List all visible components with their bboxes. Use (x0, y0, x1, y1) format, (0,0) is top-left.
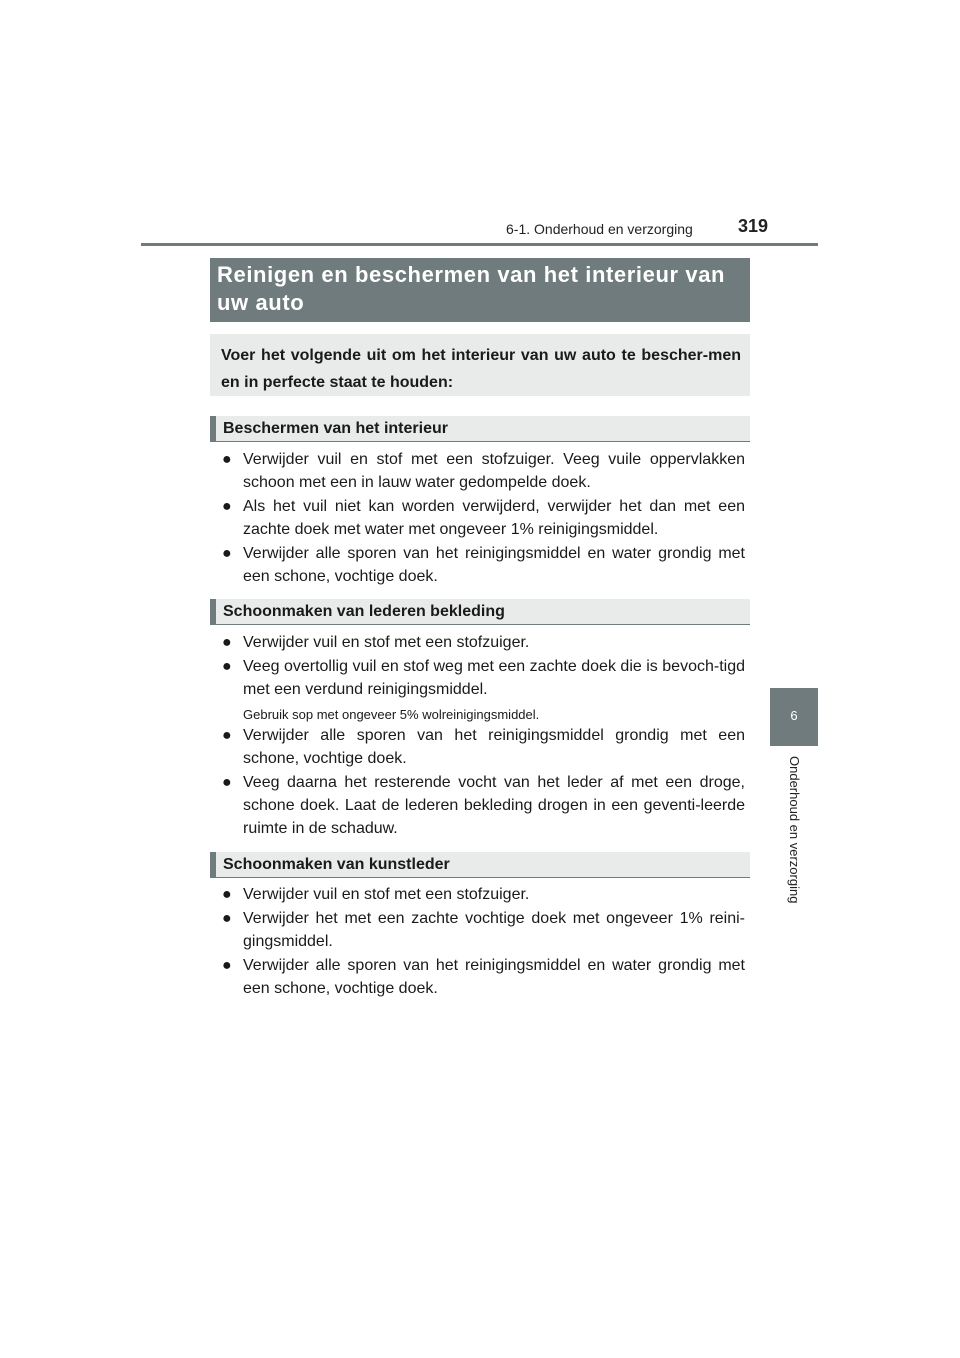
bullet-icon: ● (222, 451, 232, 468)
bullet-icon: ● (222, 634, 232, 651)
bullet-icon: ● (222, 774, 232, 791)
list-item-text: Veeg overtollig vuil en stof weg met een zachte doek die is bevoch-tigd met een verdund reinigingsmiddel. (243, 658, 745, 698)
list-item (222, 724, 745, 770)
list-item-text: Verwijder alle sporen van het reinigingsmiddel en water grondig met een schone, vochtige doek. (243, 545, 745, 585)
list-item-text: Veeg daarna het resterende vocht van het leder af met een droge, schone doek. Laat de lederen bekleding drogen in een geventi-leerde ruimte in de schaduw. (243, 774, 745, 837)
main-title-box (210, 258, 750, 322)
list-item-text: Verwijder alle sporen van het reinigingsmiddel grondig met een schone, vochtige doek. (243, 727, 745, 767)
list-item-text: Verwijder vuil en stof met een stofzuiger. Veeg vuile oppervlakken schoon met een in lauw water gedompelde doek. (243, 451, 745, 491)
list-item-text: Verwijder vuil en stof met een stofzuiger. (243, 886, 530, 903)
bullet-icon: ● (222, 910, 232, 927)
list-item (222, 448, 745, 494)
bullet-icon: ● (222, 545, 232, 562)
list-item (222, 954, 745, 1000)
page-number: 319 (738, 216, 769, 236)
bullet-icon: ● (222, 727, 232, 744)
list-item (222, 907, 745, 953)
list-item (222, 542, 745, 588)
list-item-text: Verwijder alle sporen van het reinigingsmiddel en water grondig met een schone, vochtige doek. (243, 957, 745, 997)
chapter-tab (770, 688, 818, 746)
section-title: 6-1. Onderhoud en verzorging (506, 221, 693, 237)
intro-text: Voer het volgende uit om het interieur van uw auto te bescher-men en in perfecte staat te houden: (221, 347, 741, 391)
section-heading-text: Beschermen van het interieur (223, 420, 448, 437)
bullet-list-leather (222, 631, 745, 701)
list-item (222, 495, 745, 541)
list-item (222, 883, 745, 906)
bullet-list-artificial-leather (222, 883, 745, 1000)
bullet-icon: ● (222, 886, 232, 903)
note-text: Gebruik sop met ongeveer 5% wolreinigingsmiddel. (243, 707, 540, 722)
bullet-list-interior (222, 448, 745, 588)
list-item-text: Verwijder vuil en stof met een stofzuiger. (243, 634, 530, 651)
section-heading-interior (210, 416, 750, 442)
section-heading-artificial-leather (210, 852, 750, 878)
header-divider (141, 243, 818, 246)
bullet-icon: ● (222, 957, 232, 974)
intro-box (210, 334, 750, 396)
list-item (222, 771, 745, 840)
bullet-list-leather-continued (222, 724, 745, 840)
list-item-text: Als het vuil niet kan worden verwijderd, verwijder het dan met een zachte doek met water met ongeveer 1% reinigingsmiddel. (243, 498, 745, 538)
main-title: Reinigen en beschermen van het interieur van uw auto (217, 262, 726, 315)
section-heading-text: Schoonmaken van kunstleder (223, 856, 450, 873)
chapter-label: Onderhoud en verzorging (787, 756, 802, 904)
chapter-number: 6 (790, 708, 798, 723)
list-item (222, 655, 745, 701)
list-item-text: Verwijder het met een zachte vochtige doek met ongeveer 1% reini-gingsmiddel. (243, 910, 745, 950)
list-item (222, 631, 745, 654)
bullet-icon: ● (222, 498, 232, 515)
section-heading-text: Schoonmaken van lederen bekleding (223, 603, 505, 620)
section-heading-leather (210, 599, 750, 625)
bullet-icon: ● (222, 658, 232, 675)
